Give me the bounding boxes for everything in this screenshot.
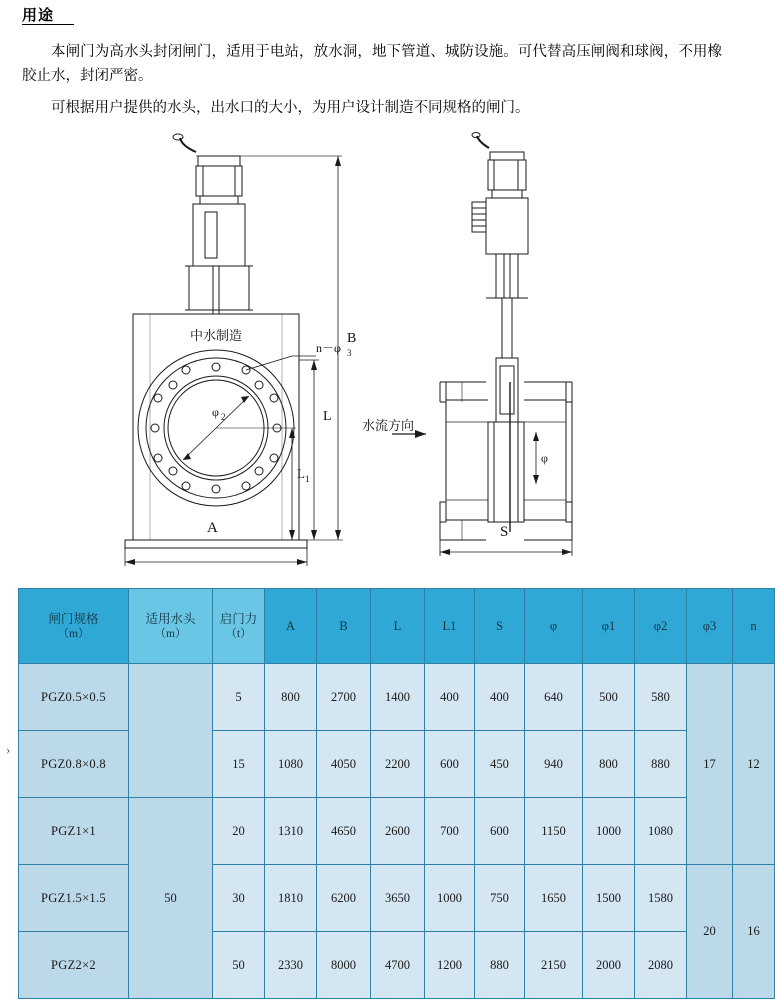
cell-a: 800 (265, 664, 317, 731)
cell-s: 600 (475, 798, 525, 865)
cell-phi: 2150 (525, 932, 583, 999)
figure-dim-s: S (500, 524, 509, 540)
table-row (19, 798, 775, 865)
cell-l1: 1000 (425, 865, 475, 932)
figure-label-phi2: φ (212, 405, 219, 419)
page-margin-mark: › (6, 742, 11, 757)
cell-a: 1810 (265, 865, 317, 932)
cell-model: PGZ2×2 (19, 932, 129, 999)
cell-model: PGZ0.5×0.5 (19, 664, 129, 731)
cell-phi: 1150 (525, 798, 583, 865)
cell-phi: 1650 (525, 865, 583, 932)
technical-drawing (0, 132, 742, 562)
cell-phi1: 2000 (583, 932, 635, 999)
cell-model: PGZ1×1 (19, 798, 129, 865)
paragraph-2: 可根据用户提供的水头，出水口的大小，为用户设计制造不同规格的闸门。 (51, 100, 530, 116)
cell-force: 5 (213, 664, 265, 731)
figure-label-phi: φ (541, 451, 548, 465)
figure-label-n-phi3: n－φ (316, 341, 341, 355)
figure-dim-l1-sub: 1 (305, 474, 310, 484)
cell-model: PGZ0.8×0.8 (19, 731, 129, 798)
cell-phi1: 500 (583, 664, 635, 731)
cell-model: PGZ1.5×1.5 (19, 865, 129, 932)
header-s: S (475, 589, 525, 664)
cell-l: 1400 (371, 664, 425, 731)
cell-l1: 400 (425, 664, 475, 731)
figure-brand-label: 中水制造 (189, 328, 243, 343)
cell-s: 750 (475, 865, 525, 932)
cell-a: 2330 (265, 932, 317, 999)
header-l: L (371, 589, 425, 664)
cell-phi1: 1000 (583, 798, 635, 865)
header-phi1: φ1 (583, 589, 635, 664)
cell-l1: 600 (425, 731, 475, 798)
table-header-row (19, 589, 775, 664)
figure-dim-b: B (347, 331, 357, 346)
header-force: 启门力 （t） (213, 589, 265, 664)
cell-s: 400 (475, 664, 525, 731)
header-phi: φ (525, 589, 583, 664)
cell-force: 15 (213, 731, 265, 798)
figure-label-n-phi3-sub: 3 (347, 348, 352, 358)
cell-l: 2200 (371, 731, 425, 798)
figure-dim-l: L (323, 409, 332, 424)
figure-flow-label: 水流方向 (362, 418, 415, 433)
figure-label-phi2-sub: 2 (221, 412, 226, 422)
cell-phi3-merged-top: 17 (687, 664, 733, 865)
cell-phi2: 880 (635, 731, 687, 798)
cell-phi2: 580 (635, 664, 687, 731)
cell-b: 4650 (317, 798, 371, 865)
cell-phi2: 1580 (635, 865, 687, 932)
cell-s: 450 (475, 731, 525, 798)
header-b: B (317, 589, 371, 664)
cell-n-merged-bottom: 16 (733, 865, 775, 999)
cell-phi2: 1080 (635, 798, 687, 865)
cell-force: 30 (213, 865, 265, 932)
cell-force: 20 (213, 798, 265, 865)
cell-l: 4700 (371, 932, 425, 999)
cell-b: 4050 (317, 731, 371, 798)
cell-l1: 700 (425, 798, 475, 865)
cell-b: 8000 (317, 932, 371, 999)
cell-phi1: 800 (583, 731, 635, 798)
header-model: 闸门规格 （m） (19, 589, 129, 664)
cell-phi1: 1500 (583, 865, 635, 932)
header-head: 适用水头 （m） (129, 589, 213, 664)
page-heading: 用途 (22, 8, 55, 24)
cell-force: 50 (213, 932, 265, 999)
specification-table (18, 588, 775, 999)
table-row (19, 664, 775, 731)
cell-l1: 1200 (425, 932, 475, 999)
cell-a: 1080 (265, 731, 317, 798)
cell-b: 2700 (317, 664, 371, 731)
heading-underline (22, 24, 74, 25)
cell-s: 880 (475, 932, 525, 999)
cell-phi: 940 (525, 731, 583, 798)
cell-head-blank-top (129, 664, 213, 798)
figure-dim-a: A (207, 520, 218, 536)
header-phi3: φ3 (687, 589, 733, 664)
header-a: A (265, 589, 317, 664)
cell-phi3-merged-bottom: 20 (687, 865, 733, 999)
cell-phi2: 2080 (635, 932, 687, 999)
header-l1: L1 (425, 589, 475, 664)
header-phi2: φ2 (635, 589, 687, 664)
header-n: n (733, 589, 775, 664)
cell-l: 2600 (371, 798, 425, 865)
figure-dim-l1: L (297, 466, 305, 481)
cell-n-merged-top: 12 (733, 664, 775, 865)
cell-a: 1310 (265, 798, 317, 865)
cell-b: 6200 (317, 865, 371, 932)
cell-phi: 640 (525, 664, 583, 731)
cell-l: 3650 (371, 865, 425, 932)
paragraph-1: 本闸门为高水头封闭闸门，适用于电站，放水洞，地下管道、城防设施。可代替高压闸阀和球阀，不用橡胶止水，封闭严密。 (22, 44, 722, 84)
cell-head: 50 (129, 798, 213, 999)
